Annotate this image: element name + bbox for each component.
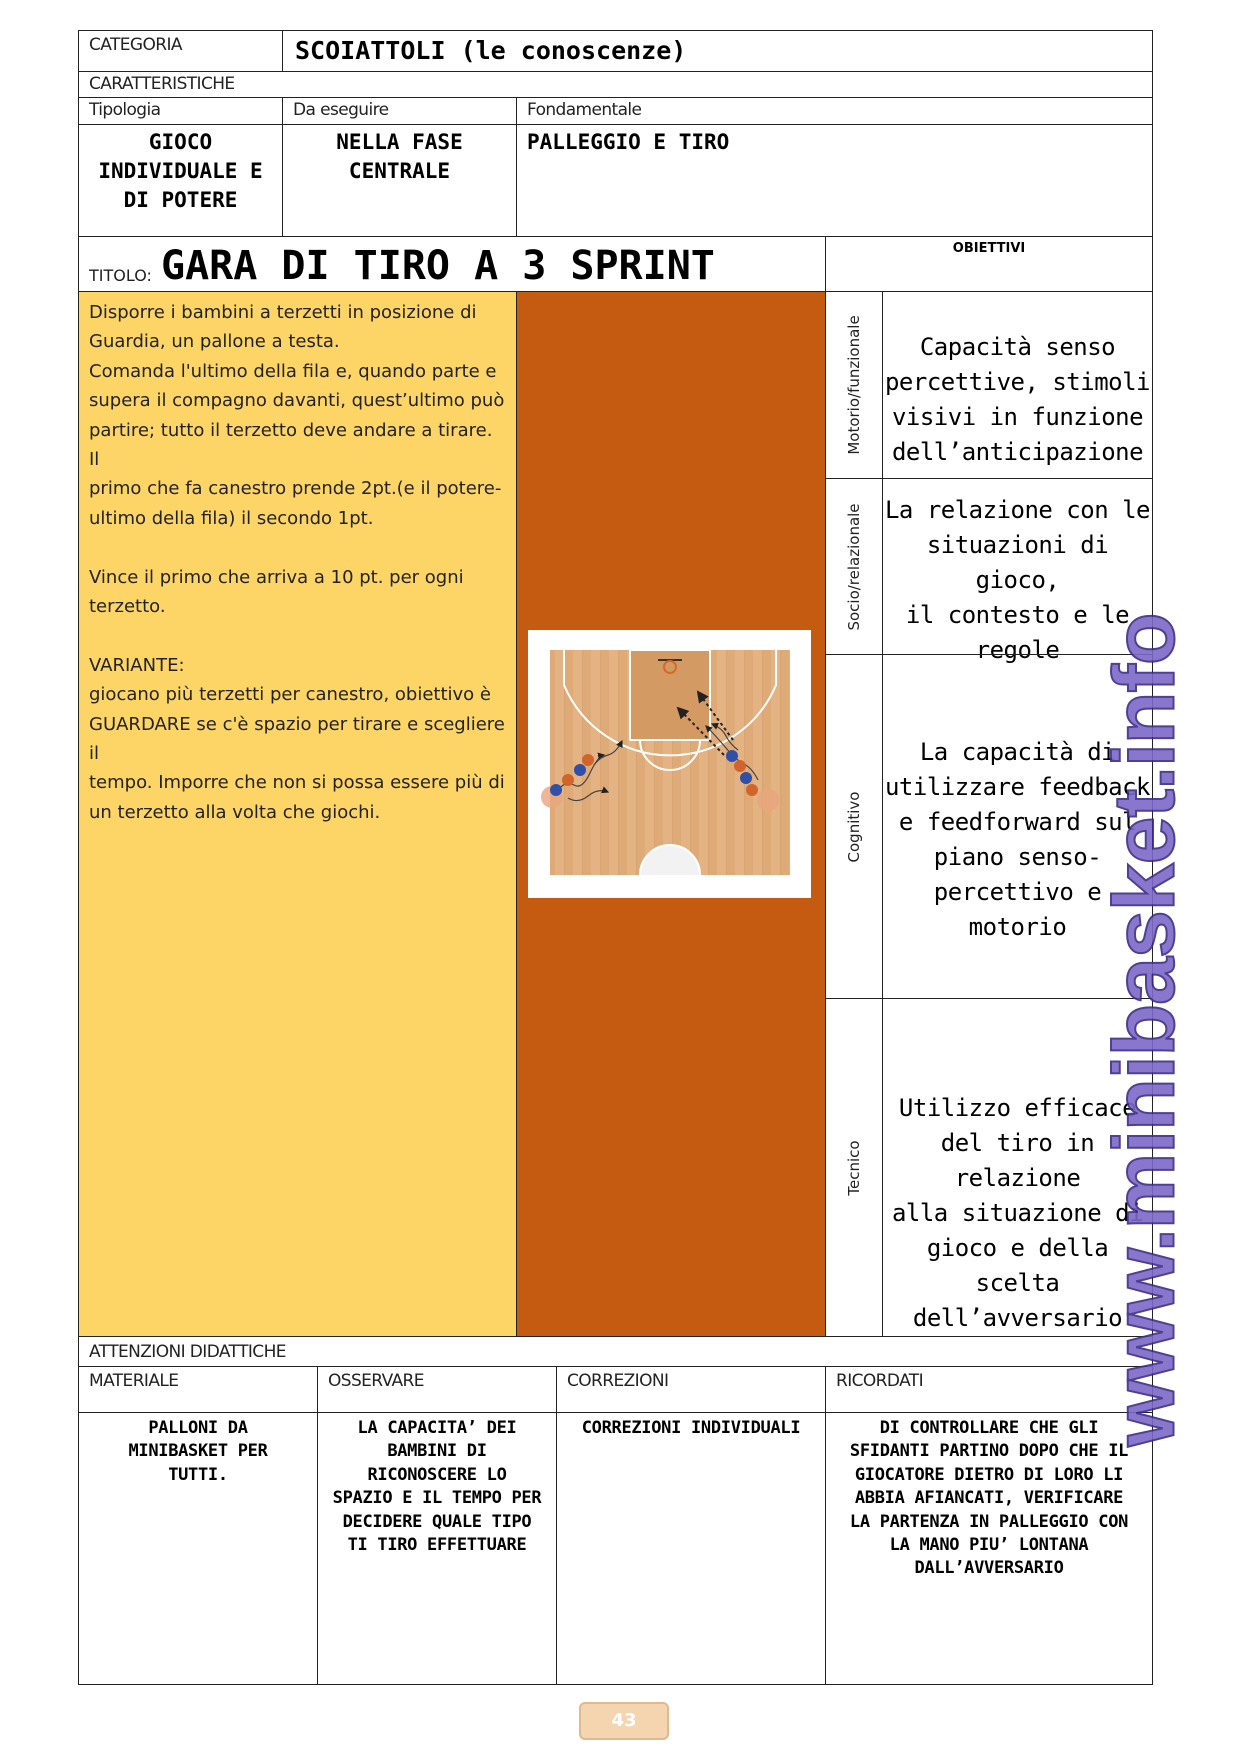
objective-line: percettive, stimoli [884, 368, 1151, 396]
objective-line: il contesto e le [905, 601, 1130, 629]
correzioni-content [557, 1413, 825, 1444]
objective-line: dell’anticipazione [891, 438, 1144, 466]
materiale-line: MINIBASKET PER [128, 1441, 268, 1462]
player [740, 772, 752, 784]
tipologia-value-cell [78, 124, 283, 237]
description-line: terzetto. [89, 596, 166, 618]
osservare-line: RICONOSCERE LO [367, 1464, 507, 1485]
objective-category-cell [825, 654, 883, 999]
court-diagram-frame [528, 630, 811, 898]
objective-category: Socio/relazionale [845, 502, 863, 631]
osservare-content [318, 1413, 556, 1561]
description-line: primo che fa canestro prende 2pt.(e il potere- [89, 478, 502, 500]
description-line: supera il compagno davanti, quest’ultimo può [89, 390, 505, 412]
title-cell [78, 236, 826, 292]
objective-line: visivi in funzione [891, 403, 1144, 431]
tipologia-label-cell [78, 97, 283, 125]
title-value: GARA DI TIRO A 3 SPRINT [161, 243, 715, 289]
description-line [89, 533, 506, 562]
ricordati-line: LA PARTENZA IN PALLEGGIO CON [849, 1511, 1129, 1532]
player [582, 754, 594, 766]
attenzioni-label-cell [78, 1336, 1153, 1367]
description-line: giocano più terzetti per canestro, obiettivo è [89, 684, 491, 706]
da-eseguire-label-cell [282, 97, 517, 125]
description-line: ultimo della fila) il secondo 1pt. [89, 507, 374, 529]
ricordati-line: LA MANO PIU’ LONTANA [889, 1535, 1089, 1556]
fondamentale-value: PALLEGGIO E TIRO [527, 130, 730, 154]
osservare-label-cell [317, 1366, 557, 1413]
objective-text-cell [882, 291, 1153, 479]
caratteristiche-cell [78, 71, 1153, 98]
categoria-value: SCOIATTOLI (le conoscenze) [295, 36, 687, 65]
ricordati-line: ABBIA AFIANCATI, VERIFICARE [854, 1488, 1124, 1509]
fondamentale-label: Fondamentale [527, 100, 642, 120]
player [562, 774, 574, 786]
materiale-line: TUTTI. [168, 1464, 228, 1485]
tipologia-label: Tipologia [89, 100, 161, 120]
objective-line: del tiro in relazione [940, 1129, 1095, 1192]
ricordati-line: DALL’AVVERSARIO [914, 1558, 1064, 1579]
objective-line: Utilizzo efficace [898, 1094, 1137, 1122]
description-text [79, 292, 516, 833]
materiale-content [79, 1413, 317, 1491]
fondamentale-label-cell [516, 97, 1153, 125]
da-eseguire-value-cell [282, 124, 517, 237]
da-eseguire-line: CENTRALE [348, 159, 451, 183]
objective-line: alla situazione di [891, 1199, 1144, 1227]
tipologia-line: GIOCO [148, 130, 213, 154]
osservare-line: LA CAPACITA’ DEI [357, 1418, 517, 1438]
caratteristiche-label: CARATTERISTICHE [89, 74, 235, 94]
objective-category-cell [825, 478, 883, 655]
objective-category-cell [825, 998, 883, 1337]
correzioni-label-cell [556, 1366, 826, 1413]
objective-line: percettivo e [933, 878, 1102, 906]
player [550, 784, 562, 796]
materiale-label: MATERIALE [89, 1371, 179, 1391]
osservare-content-cell [317, 1412, 557, 1685]
objective-line: regole [975, 636, 1060, 664]
osservare-line: DECIDERE QUALE TIPO [342, 1511, 532, 1532]
description-cell [78, 291, 517, 1337]
description-line: VARIANTE: [89, 654, 185, 676]
ricordati-content-cell [825, 1412, 1153, 1685]
paint-area [630, 650, 710, 740]
description-line: Disporre i bambini a terzetti in posizione di [89, 302, 477, 323]
materiale-line: PALLONI DA [148, 1418, 248, 1438]
description-line: Vince il primo che arriva a 10 pt. per ogni [89, 566, 464, 588]
description-line [89, 621, 506, 650]
ricordati-label: RICORDATI [836, 1371, 923, 1391]
obiettivi-label: OBIETTIVI [952, 241, 1026, 256]
objective-category: Motorio/funzionale [845, 315, 863, 455]
tipologia-line: DI POTERE [123, 188, 238, 212]
player [746, 784, 758, 796]
tipologia-line: INDIVIDUALE E [98, 159, 263, 183]
osservare-label: OSSERVARE [328, 1371, 424, 1391]
objective-category: Cognitivo [845, 791, 863, 862]
watermark: www.minibasket.info [1096, 613, 1193, 1447]
ricordati-line: GIOCATORE DIETRO DI LORO LI [854, 1464, 1124, 1485]
description-line: Comanda l'ultimo della fila e, quando parte e [89, 360, 497, 382]
objective-line: La capacità di [919, 738, 1116, 766]
objective-line: motorio [968, 913, 1067, 941]
osservare-line: BAMBINI DI [387, 1441, 487, 1462]
ricordati-line: SFIDANTI PARTINO DOPO CHE IL [849, 1441, 1129, 1462]
page-number: 43 [579, 1702, 669, 1740]
player [726, 750, 738, 762]
categoria-value-cell [282, 30, 1153, 72]
materiale-label-cell [78, 1366, 318, 1413]
objective-line: Capacità senso [919, 333, 1116, 361]
materiale-content-cell [78, 1412, 318, 1685]
court-diagram [528, 630, 811, 898]
categoria-label-cell [78, 30, 283, 72]
ricordati-line: DI CONTROLLARE CHE GLI [879, 1418, 1099, 1438]
description-line: tempo. Imporre che non si possa essere più di [89, 772, 505, 794]
objective-line: utilizzare feedback [884, 773, 1151, 801]
diagram-panel [516, 291, 826, 1337]
objective-category: Tecnico [845, 1139, 863, 1196]
categoria-label: CATEGORIA [89, 35, 182, 55]
player [574, 764, 586, 776]
description-line: GUARDARE se c'è spazio per tirare e scegliere il [89, 713, 505, 765]
start-marker-right [757, 789, 779, 811]
objective-line: piano senso- [933, 843, 1102, 871]
objective-line: e feedforward sul [898, 808, 1137, 836]
correzioni-content-cell [556, 1412, 826, 1685]
attenzioni-label: ATTENZIONI DIDATTICHE [89, 1342, 286, 1362]
objective-category-cell [825, 291, 883, 479]
osservare-line: TI TIRO EFFETTUARE [347, 1535, 527, 1556]
objective-line: La relazione con le [884, 496, 1151, 524]
osservare-line: SPAZIO E IL TEMPO PER [332, 1488, 542, 1509]
da-eseguire-label: Da eseguire [293, 100, 389, 120]
description-line: partire; tutto il terzetto deve andare a tirare. Il [89, 419, 493, 471]
obiettivi-header-cell [825, 236, 1153, 292]
description-line: Guardia, un pallone a testa. [89, 331, 340, 353]
objective-line: gioco e della scelta [926, 1234, 1109, 1297]
correzioni-label: CORREZIONI [567, 1371, 669, 1391]
objective-line: dell’avversario [912, 1304, 1123, 1332]
fondamentale-value-cell [516, 124, 1153, 237]
objective-line: situazioni di gioco, [926, 531, 1109, 594]
correzioni-line: CORREZIONI INDIVIDUALI [581, 1418, 801, 1438]
description-line: un terzetto alla volta che giochi. [89, 801, 381, 823]
player [734, 760, 746, 772]
da-eseguire-line: NELLA FASE [336, 130, 463, 154]
title-label: TITOLO: [89, 266, 152, 285]
